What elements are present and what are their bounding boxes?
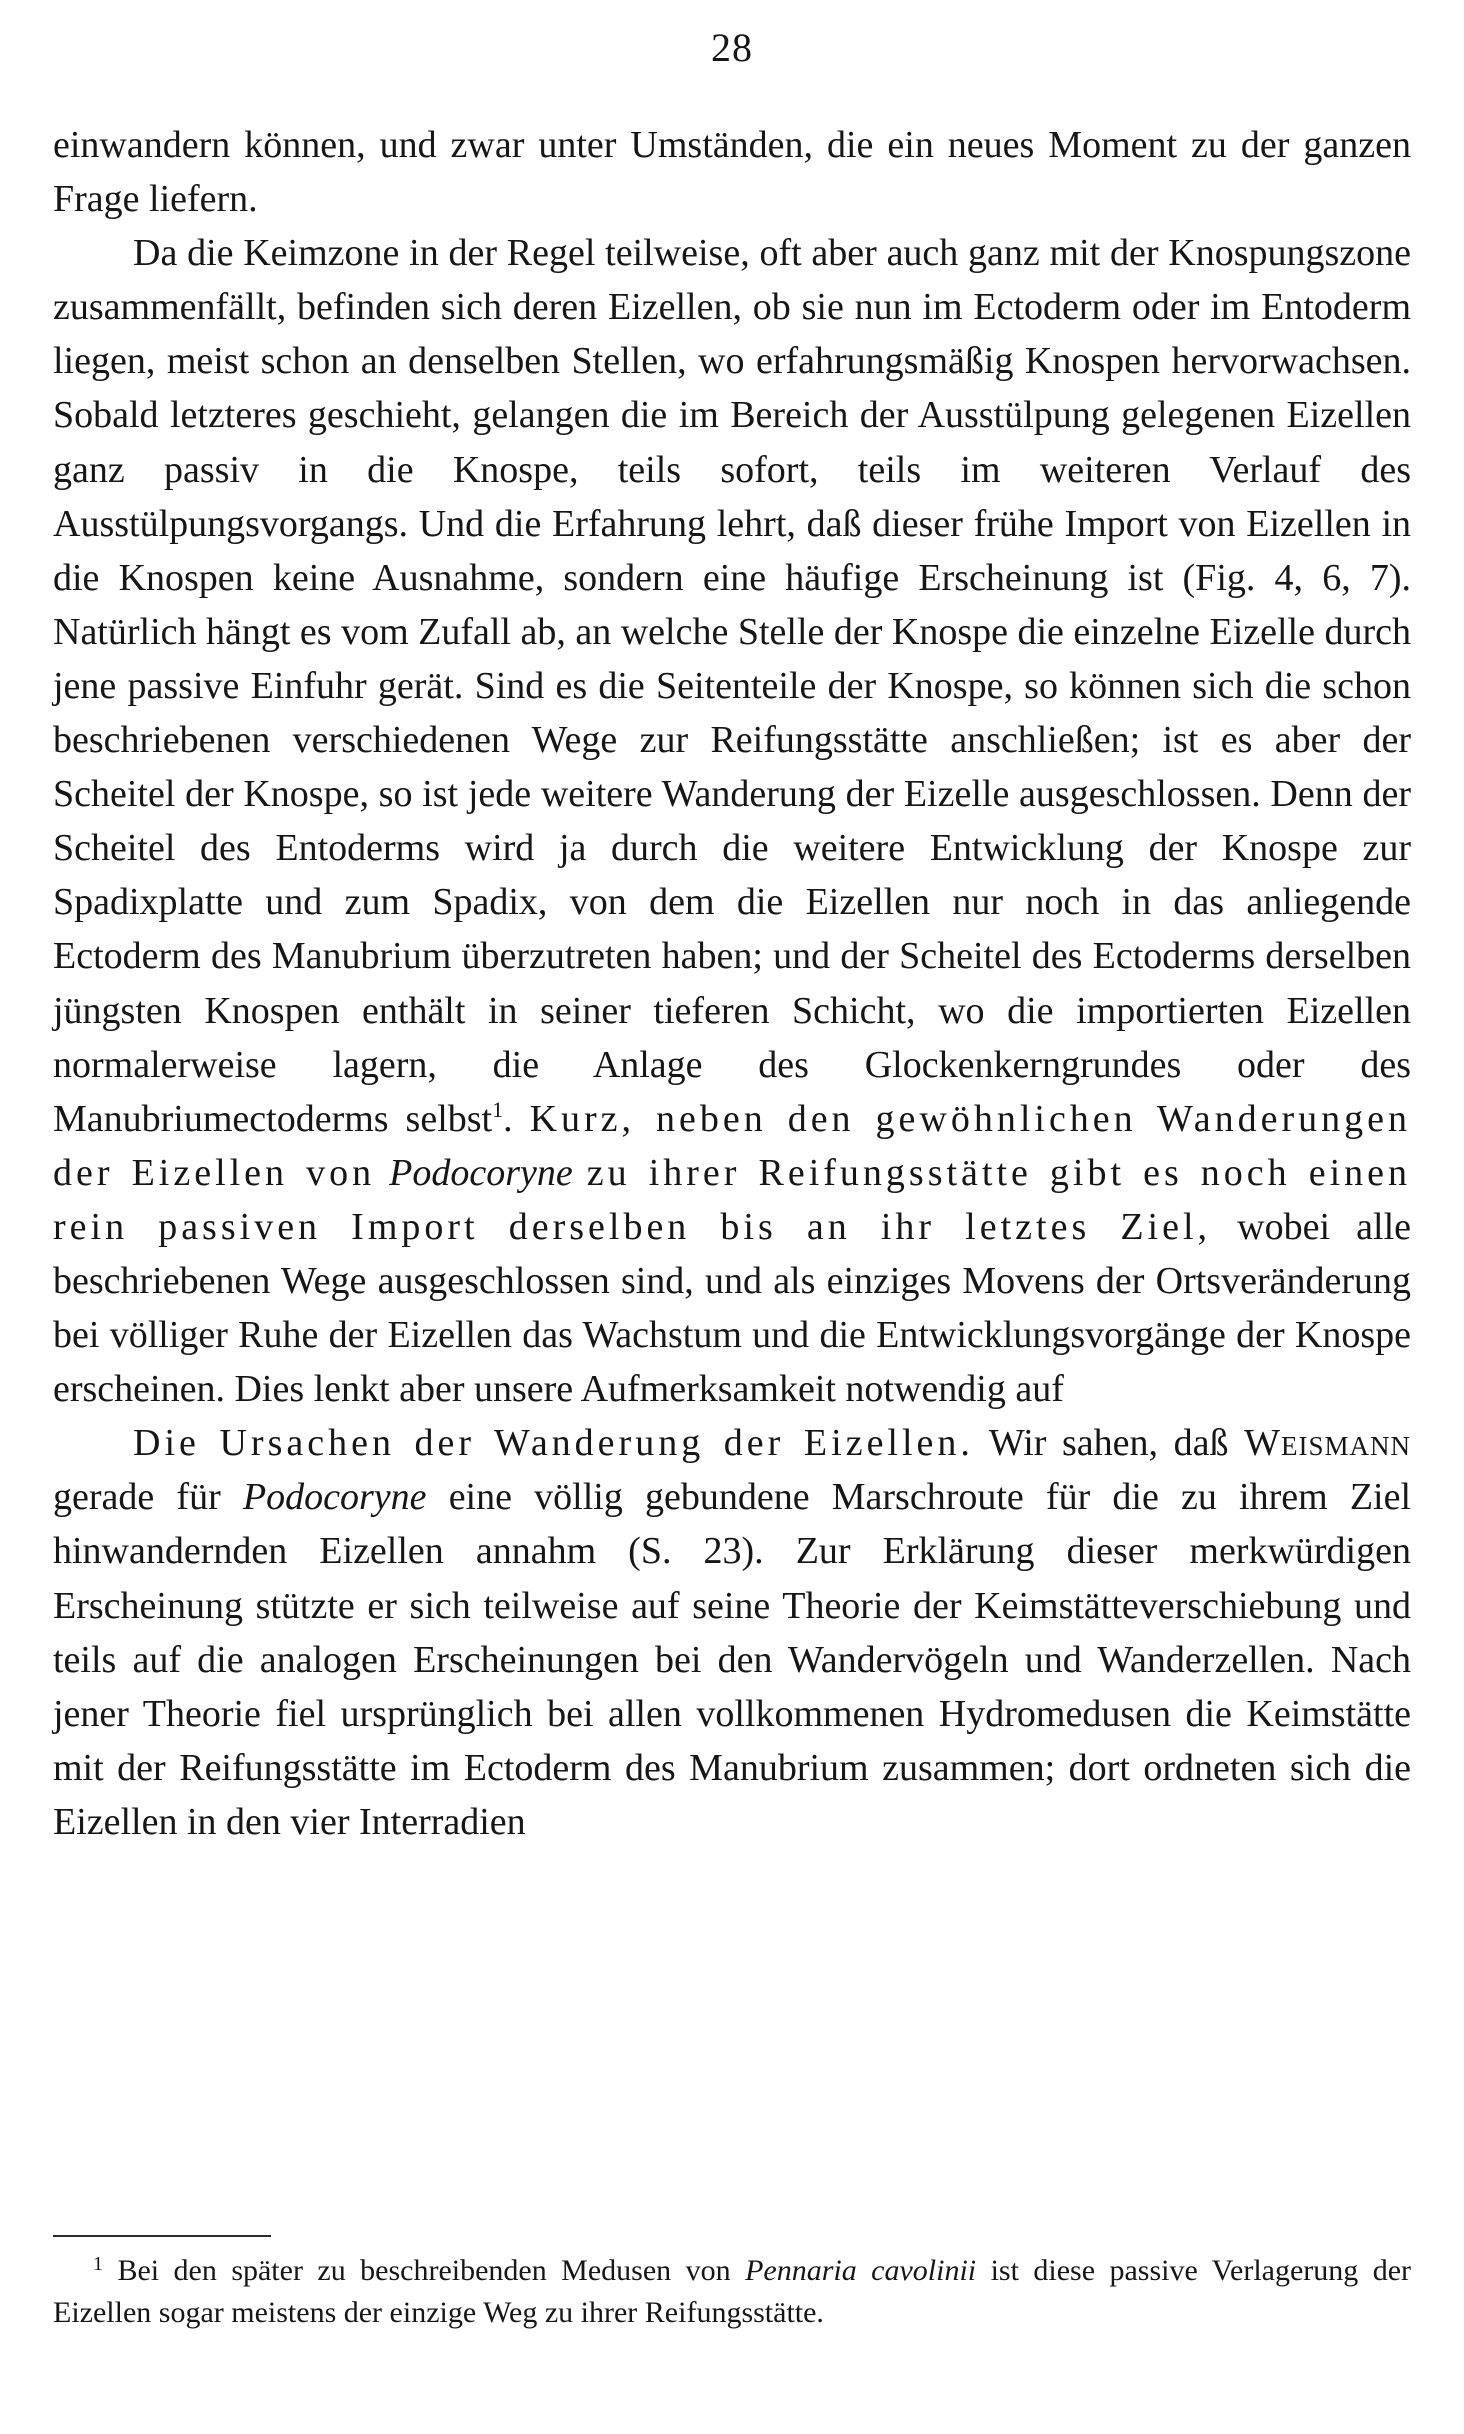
page-number: 28 — [711, 25, 753, 70]
footnote-reference[interactable]: 1 — [492, 1096, 504, 1122]
paragraph-text: gerade für — [53, 1476, 221, 1519]
main-text — [53, 118, 1411, 1849]
paragraph-text: Da die Keimzone in der Regel teilweise, oft aber auch ganz mit der Knospungszone zusammenfällt, befinden sich deren Eizellen, ob sie nun im Ectoderm oder im Entoderm liegen, meist schon an denselben Stellen, wo erfahrungsmäßig Knospen hervorwachsen. Sobald letzteres geschieht, gelangen die im Bereich der Ausstülpung gelegenen Eizellen ganz passiv in die Knospe, teils sofort, teils im weiteren Verlauf des Ausstülpungsvorgangs. Und die Erfahrung lehrt, daß dieser frühe Import von Eizellen in die Knospen keine Ausnahme, sondern eine häufige Erscheinung ist (Fig. 4, 6, 7). Natürlich hängt es vom Zufall ab, an welche Stelle der Knospe die einzelne Eizelle durch jene passive Einfuhr gerät. Sind es die Seitenteile der Knospe, so können sich die schon beschriebenen verschiedenen Wege zur Reifungsstätte anschließen; ist es aber der Scheitel der Knospe, so ist jede weitere Wanderung der Eizelle ausgeschlossen. Denn der Scheitel des Entoderms wird ja durch die weitere Entwicklung der Knospe zur Spadixplatte und zum Spadix, von dem die Eizellen nur noch in das anliegende Ectoderm des Manubrium überzutreten haben; und der Scheitel des Ectoderms derselben jüngsten Knospen enthält in seiner tieferen Schicht, wo die importierten Eizellen normalerweise lagern, die Anlage des Glockenkerngrundes oder des Manubriumectoderms selbst — [53, 232, 1411, 1140]
species-name: Podocoryne — [389, 1151, 573, 1194]
paragraph-ursachen — [53, 1416, 1411, 1849]
paragraph-text: einwandern können, und zwar unter Umständen, die ein neues Moment zu der ganzen Frage liefern. — [53, 124, 1411, 221]
footnote — [53, 2250, 1411, 2334]
author-name: Weismann — [1244, 1422, 1411, 1465]
paragraph-text: eine völlig gebundene Marschroute für die zu ihrem Ziel hinwandernden Eizellen annahm (S. 23). Zur Erklärung dieser merkwürdigen Erscheinung stützte er sich teilweise auf seine Theorie der Keimstätteverschiebung und teils auf die analogen Erscheinungen bei den Wandervögeln und Wanderzellen. Nach jener Theorie fiel ursprünglich bei allen vollkommenen Hydromedusen die Keimstätte mit der Reifungsstätte im Ectoderm des Manubrium zusammen; dort ordneten sich die Eizellen in den vier Interradien — [53, 1476, 1412, 1843]
spaced-emphasis: zu ihrer Reifungsstätte gibt es noch einen rein passiven Import derselben bis an ihr letztes Ziel, — [53, 1151, 1411, 1248]
footnote-marker: 1 — [93, 2253, 103, 2275]
punctuation: . — [503, 1097, 513, 1140]
spaced-emphasis: Kurz, neben den gewöhnlichen Wanderungen der Eizellen von — [53, 1097, 1412, 1194]
section-heading-spaced: Die Ursachen der Wanderung der Eizellen. — [133, 1422, 974, 1465]
paragraph-keimzone — [53, 226, 1411, 1416]
species-name: Pennaria cavolinii — [745, 2254, 977, 2287]
paragraph-text: Wir sahen, daß — [988, 1422, 1229, 1465]
footnote-text: ist diese passive Verlagerung der Eizellen sogar meistens der einzige Weg zu ihrer Reifungsstätte. — [53, 2254, 1412, 2329]
species-name: Podocoryne — [242, 1476, 427, 1519]
paragraph-text: wobei alle beschriebenen Wege ausgeschlossen sind, und als einziges Movens der Ortsveränderung bei völliger Ruhe der Eizellen das Wachstum und die Entwicklungsvorgänge der Knospe erscheinen. Dies lenkt aber unsere Aufmerksamkeit notwendig auf — [53, 1205, 1411, 1411]
paragraph-continuation — [53, 118, 1411, 226]
footnote-text: Bei den später zu beschreibenden Medusen von — [117, 2254, 731, 2287]
footnote-divider — [53, 2235, 271, 2237]
